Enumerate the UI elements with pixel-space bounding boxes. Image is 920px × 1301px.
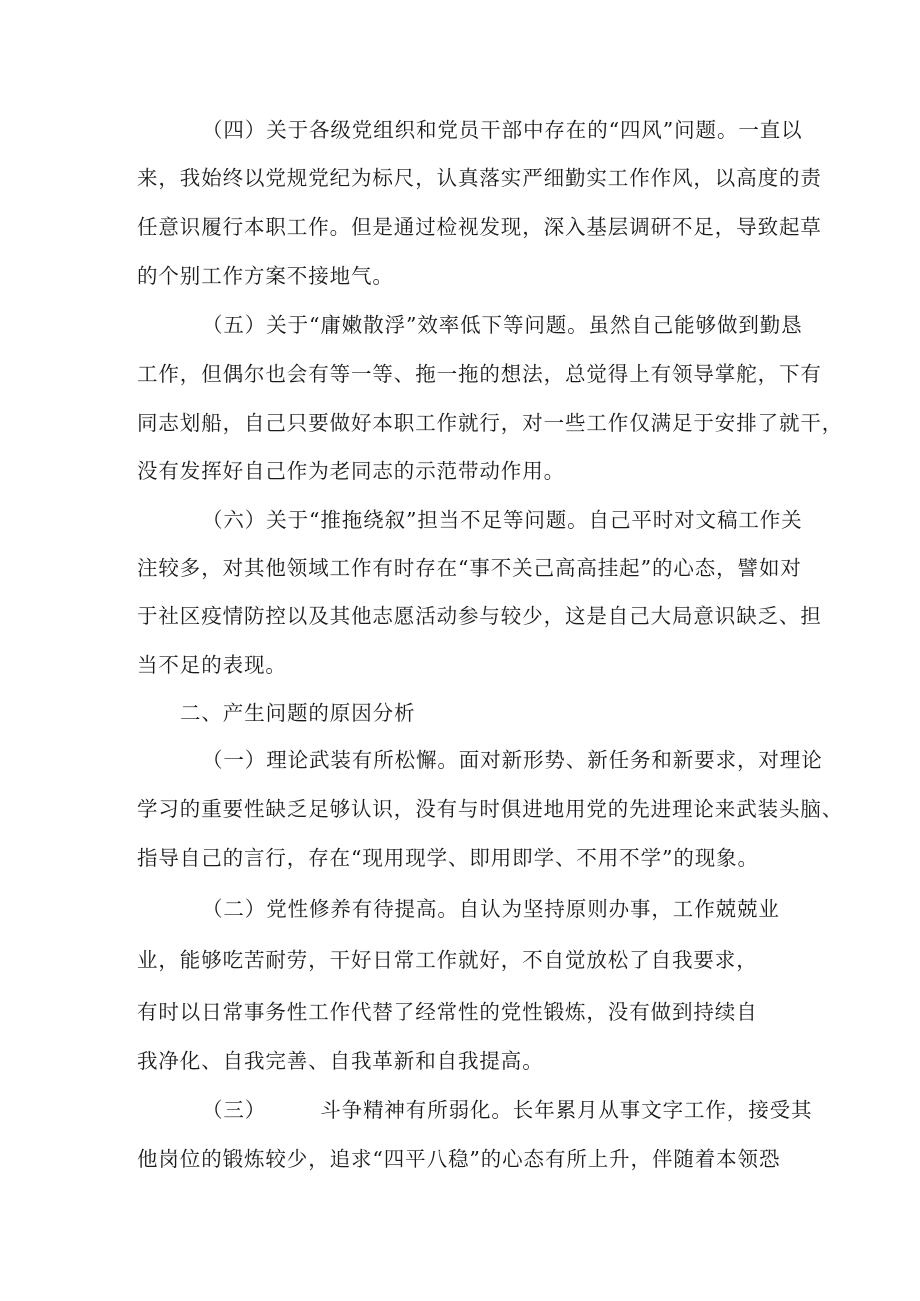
paragraph-6-line-2: 注较多，对其他领域工作有时存在“事不关己高高挂起”的心态，譬如对 [137,556,802,580]
section-heading: 二、产生问题的原因分析 [180,701,416,725]
paragraph-5-line-4: 没有发挥好自己作为老同志的示范带动作用。 [137,459,565,483]
cause-2-line-1: （二）党性修养有待提高。自认为坚持原则办事，工作兢兢业 [202,897,780,921]
paragraph-6-line-1: （六）关于“推拖绕叙”担当不足等问题。自己平时对文稿工作关 [202,508,803,532]
cause-3-number: （三） [202,1098,267,1122]
cause-3-text: 斗争精神有所弱化。长年累月从事文字工作，接受其 [320,1098,813,1122]
cause-3-line-1 [202,1095,812,1125]
cause-3-line-2: 他岗位的锻炼较少，追求“四平八稳”的心态有所上升，伴随着本领恐 [137,1147,781,1171]
paragraph-6-line-3: 于社区疫情防控以及其他志愿活动参与较少，这是自己大局意识缺乏、担 [137,604,822,628]
cause-1-line-3: 指导自己的言行，存在“现用现学、即用即学、不用不学”的现象。 [137,846,759,870]
cause-2-line-3: 有时以日常事务性工作代替了经常性的党性锻炼，没有做到持续自 [137,1000,758,1024]
paragraph-4-line-3: 任意识履行本职工作。但是通过检视发现，深入基层调研不足，导致起草 [137,215,822,239]
paragraph-6-line-4: 当不足的表现。 [137,653,287,677]
cause-1-line-2: 学习的重要性缺乏足够认识，没有与时俱进地用党的先进理论来武装头脑、 [137,797,844,821]
cause-2-line-2: 业，能够吃苦耐劳，干好日常工作就好，不自觉放松了自我要求， [137,948,758,972]
paragraph-4-line-1: （四）关于各级党组织和党员干部中存在的“四风”问题。一直以 [202,118,803,142]
paragraph-5-line-2: 工作，但偶尔也会有等一等、拖一拖的想法，总觉得上有领导掌舵，下有 [137,362,822,386]
paragraph-5-line-1: （五）关于“庸嫩散浮”效率低下等问题。虽然自己能够做到勤恳 [202,313,803,337]
paragraph-5-line-3: 同志划船，自己只要做好本职工作就行，对一些工作仅满足于安排了就干， [137,411,844,435]
cause-1-line-1: （一）理论武装有所松懈。面对新形势、新任务和新要求，对理论 [202,748,823,772]
paragraph-4-line-2: 来，我始终以党规党纪为标尺，认真落实严细勤实工作作风，以高度的责 [137,166,822,190]
cause-2-line-4: 我净化、自我完善、自我革新和自我提高。 [137,1049,544,1073]
paragraph-4-line-4: 的个别工作方案不接地气。 [137,264,394,288]
